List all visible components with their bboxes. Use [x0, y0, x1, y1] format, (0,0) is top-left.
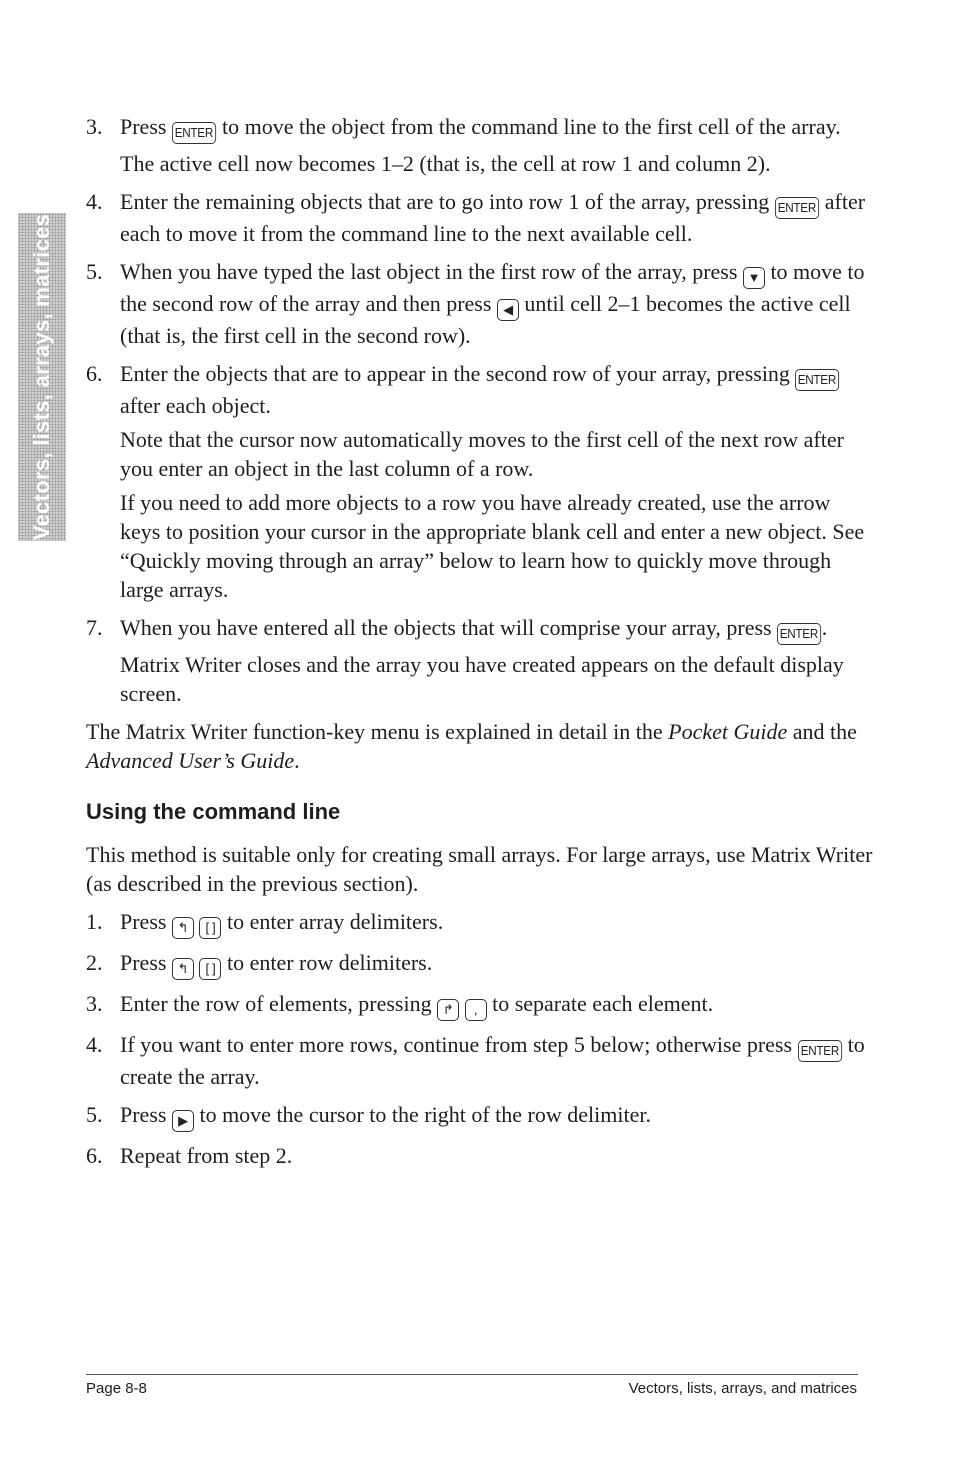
- footer-rule: [86, 1374, 858, 1375]
- advanced-guide-title: Advanced User’s Guide: [86, 748, 295, 773]
- page-number: Page 8-8: [86, 1380, 147, 1397]
- step-number: 1.: [86, 909, 103, 934]
- cmd-step-2: [86, 948, 876, 980]
- section-heading: Using the command line: [86, 799, 341, 824]
- left-arrow-key-icon: ◀: [497, 299, 519, 321]
- step-text: Repeat from step 2.: [120, 1143, 293, 1168]
- step-3: [86, 112, 876, 178]
- cmd-step-5: [86, 1100, 876, 1132]
- page-content: [86, 112, 876, 1179]
- enter-key-icon: ENTER: [777, 623, 821, 645]
- step-number: 2.: [86, 950, 103, 975]
- step-number: 5.: [86, 259, 103, 284]
- step-number: 4.: [86, 189, 103, 214]
- left-shift-key-icon: ↰: [172, 958, 194, 980]
- step-text: Press ↰ [ ] to enter row delimiters.: [120, 948, 876, 980]
- step-number: 5.: [86, 1102, 103, 1127]
- step-number: 6.: [86, 1143, 103, 1168]
- enter-key-icon: ENTER: [172, 122, 216, 144]
- step-note: The active cell now becomes 1–2 (that is, the cell at row 1 and column 2).: [120, 151, 771, 176]
- right-arrow-key-icon: ▶: [172, 1110, 194, 1132]
- bracket-key-icon: [ ]: [199, 958, 221, 980]
- enter-key-icon: ENTER: [798, 1040, 842, 1062]
- right-shift-key-icon: ↱: [437, 999, 459, 1021]
- step-6: [86, 359, 876, 604]
- step-text: Enter the objects that are to appear in the second row of your array, pressing ENTER after each object.: [120, 359, 876, 420]
- chapter-side-tab: [18, 213, 66, 541]
- chapter-side-tab-label: Vectors, lists, arrays, matrices: [29, 213, 54, 541]
- step-number: 3.: [86, 114, 103, 139]
- left-shift-key-icon: ↰: [172, 917, 194, 939]
- step-note: Matrix Writer closes and the array you have created appears on the default display screen.: [120, 652, 844, 706]
- pocket-guide-title: Pocket Guide: [668, 719, 788, 744]
- step-number: 6.: [86, 361, 103, 386]
- step-text: Press ↰ [ ] to enter array delimiters.: [120, 907, 876, 939]
- enter-key-icon: ENTER: [775, 197, 819, 219]
- step-note: If you need to add more objects to a row you have already created, use the arrow keys to position your cursor in the appropriate blank cell and enter a new object. See “Quickly moving through an array” below to learn how to quickly move through large arrays.: [120, 490, 865, 602]
- step-text: When you have typed the last object in the first row of the array, press ▼ to move to the second row of the array and then press ◀ until cell 2–1 becomes the active cell (that is, the first cell in the second row).: [120, 259, 865, 348]
- step-text: If you want to enter more rows, continue from step 5 below; otherwise press ENTER to create the array.: [120, 1032, 865, 1089]
- cmd-step-6: [86, 1141, 876, 1170]
- step-number: 4.: [86, 1032, 103, 1057]
- step-note: Note that the cursor now automatically moves to the first cell of the next row after you enter an object in the last column of a row.: [120, 427, 844, 481]
- enter-key-icon: ENTER: [795, 369, 839, 391]
- step-text: Press ENTER to move the object from the command line to the first cell of the array.: [120, 112, 876, 144]
- comma-key-icon: ,: [465, 999, 487, 1021]
- cmd-step-4: [86, 1030, 876, 1091]
- step-4: [86, 187, 876, 248]
- section-intro: This method is suitable only for creating small arrays. For large arrays, use Matrix Writer (as described in the previous section).: [86, 842, 873, 896]
- step-number: 3.: [86, 991, 103, 1016]
- chapter-title-footer: Vectors, lists, arrays, and matrices: [628, 1380, 857, 1397]
- cmd-step-1: [86, 907, 876, 939]
- step-text: Enter the row of elements, pressing ↱ , to separate each element.: [120, 989, 876, 1021]
- step-5: [86, 257, 876, 350]
- step-text: Press ▶ to move the cursor to the right of the row delimiter.: [120, 1100, 876, 1132]
- step-number: 7.: [86, 615, 103, 640]
- matrix-writer-paragraph: The Matrix Writer function-key menu is explained in detail in the Pocket Guide and the Advanced User’s Guide.: [86, 719, 857, 773]
- down-arrow-key-icon: ▼: [743, 267, 765, 289]
- bracket-key-icon: [ ]: [199, 917, 221, 939]
- cmd-step-3: [86, 989, 876, 1021]
- step-text: Enter the remaining objects that are to go into row 1 of the array, pressing ENTER after each to move it from the command line to the next available cell.: [120, 189, 866, 246]
- step-7: [86, 613, 876, 708]
- step-text: When you have entered all the objects that will comprise your array, press ENTER .: [120, 613, 876, 645]
